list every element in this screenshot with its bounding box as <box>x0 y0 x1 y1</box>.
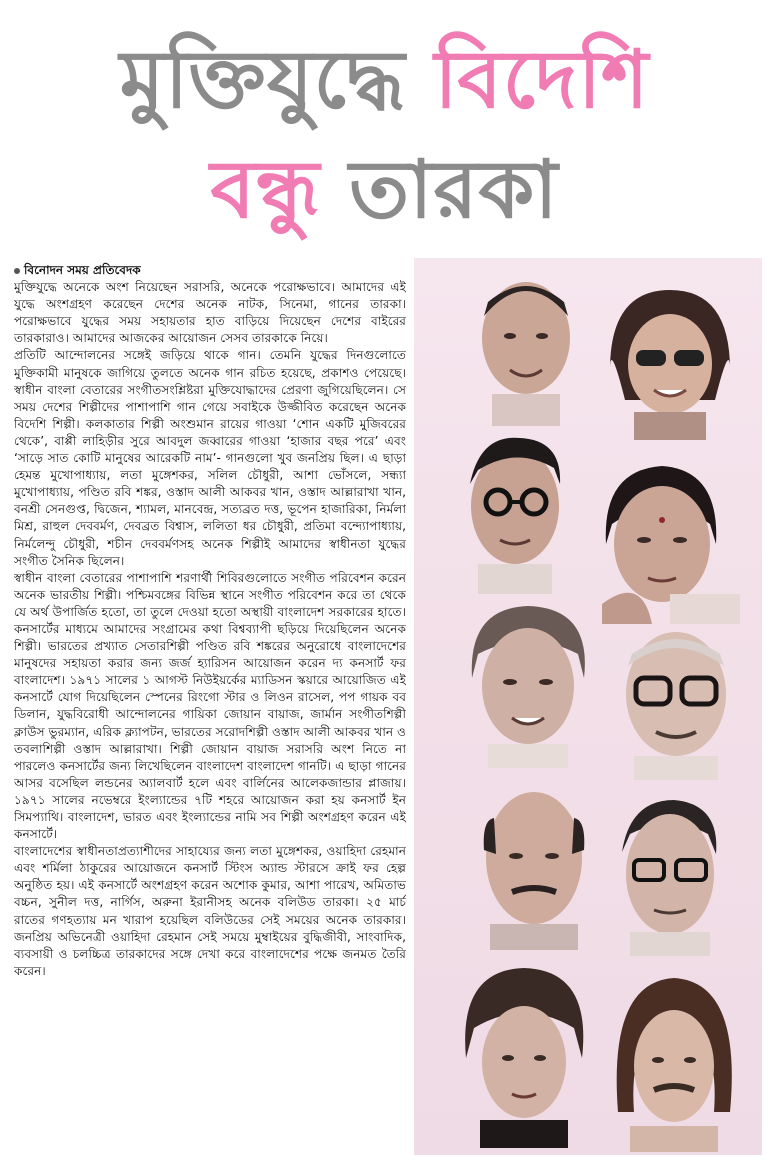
byline-text: বিনোদন সময় প্রতিবেদক <box>24 263 141 277</box>
article-paragraph: প্রতিটি আন্দোলনের সঙ্গেই জড়িয়ে থাকে গান। তেমনি যুদ্ধের দিনগুলোতে মুক্তিকামী মানুষকে জাগিয়ে তুলতে অনেক গান রচিত হয়েছে, প্রকাশও পেয়েছে। স্বাধীন বাংলা বেতারের সংগীতসংশ্লিষ্টরা মুক্তিযোদ্ধাদের প্রেরণা জুগিয়েছিলেন। সে সময় দেশের শিল্পীদের পাশাপাশি গান গেয়ে সবাইকে উজ্জীবিত করেছেন অনেক বিদেশি শিল্পী। কলকাতার শিল্পী অংশুমান রায়ের গাওয়া ‘শোন একটি মুজিবরের থেকে’, বাপ্পী লাহিড়ীর সুরে আবদুল জব্বারের গাওয়া ‘হাজার বছর পরে’ এবং ‘সাড়ে সাত কোটি মানুষের আরেকটি নাম’- গানগুলো খুব জনপ্রিয় ছিল। এ ছাড়া হেমন্ত মুখোপাধ্যায়, লতা মুঙ্গেশকর, সলিল চৌধুরী, আশা ভোঁসলে, সন্ধ্যা মুখোপাধ্যায়, পণ্ডিত রবি শঙ্কর, ওস্তাদ আলী আকবর খান, ওস্তাদ আল্লারাখা খান, বনশ্রী সেনগুপ্ত, দ্বিজেন, শ্যামল, মানবেন্দ্র, সত্যব্রত দত্ত, ভূপেন হাজারিকা, নির্মলা মিশ্র, রাহুল দেববর্মণ, দেবব্রত বিশ্বাস, ললিতা ধর চৌধুরী, প্রতিমা বন্দ্যোপাধ্যায়, নির্মলেন্দু চৌধুরী, শচীন দেববর্মণসহ অনেক শিল্পীই আমাদের স্বাধীনতা যুদ্ধের সংগীত সৈনিক ছিলেন। <box>14 348 406 568</box>
article-body <box>14 262 406 1155</box>
headline-word-gray-1: মুক্তিযুদ্ধে <box>119 33 406 126</box>
portrait-old-man-glasses-image <box>604 610 748 780</box>
byline <box>14 262 406 279</box>
portrait-man-sunglasses-image <box>600 280 740 440</box>
headline-line-1 <box>0 30 769 130</box>
headline <box>0 0 769 250</box>
headline-line-2 <box>0 140 769 240</box>
headline-word-gray-2: তারকা <box>349 143 559 236</box>
headline-word-pink-1: বিদেশি <box>434 33 650 126</box>
photo-collage <box>414 258 762 1155</box>
portrait-bald-man-image <box>464 770 604 950</box>
bullet-icon <box>14 268 20 274</box>
portrait-man-smiling-image <box>462 266 590 426</box>
headline-word-pink-2: বন্ধু <box>210 143 321 236</box>
portrait-man-curly-hair-image <box>458 598 598 768</box>
article-paragraph: স্বাধীন বাংলা বেতারের পাশাপাশি শরণার্থী শিবিরগুলোতে সংগীত পরিবেশন করেন অনেক ভারতীয় শিল্পী। পশ্চিমবঙ্গের বিভিন্ন স্থানে সংগীত পরিবেশন করে তা থেকে যে অর্থ উপার্জিত হতো, তা তুলে দেওয়া হতো অস্থায়ী বাংলাদেশ সরকারের হাতে। কনসার্টের মাধ্যমে আমাদের সংগ্রামের কথা বিশ্বব্যাপী ছড়িয়ে দিয়েছিলেন অনেক শিল্পী। ভারতের প্রখ্যাত সেতারশিল্পী পণ্ডিত রবি শঙ্করের অনুরোধে বাংলাদেশের মানুষদের সহায়তা করার জন্য জর্জ হ্যারিসন আয়োজন করেন দ্য কনসার্ট ফর বাংলাদেশ। ১৯৭১ সালের ১ আগস্ট নিউইয়র্কের ম্যাডিসন স্কয়ারে আয়োজিত এই কনসার্টে যোগ দিয়েছিলেন স্পেনের রিংগো স্টার ও লিওন রাসেল, পপ গায়ক বব ডিলান, যুদ্ধবিরোধী আন্দোলনের গায়িকা জোয়ান বায়াজ, জার্মান সংগীতশিল্পী ক্লাউস ভুরম্যান, এরিক ক্ল্যাপটন, ভারতের সরোদশিল্পী ওস্তাদ আলী আকবর খান ও তবলাশিল্পী ওস্তাদ আল্লারাখা। শিল্পী জোয়ান বায়াজ সরাসরি অংশ নিতে না পারলেও কনসার্টের জন্য লিখেছিলেন বাংলাদেশ বাংলাদেশ গানটি। এ ছাড়া গানের আসর বসেছিল লন্ডনের অ্যালবার্ট হলে এবং বার্লিনের আলেকজান্ডার প্লাজায়। ১৯৭১ সালের নভেম্বরে ইংল্যান্ডের ৭টি শহরে আয়োজন করা হয় কনসার্ট ইন সিমপ্যাথি। বাংলাদেশ, ভারত এবং ইংল্যান্ডের নামি সব শিল্পী অংশগ্রহণ করেন এই কনসার্টে। <box>14 570 406 842</box>
portrait-man-glasses-image <box>450 424 580 594</box>
portrait-young-man-curly-image <box>454 958 594 1148</box>
article-paragraph: মুক্তিযুদ্ধে অনেকে অংশ নিয়েছেন সরাসরি, অনেকে পরোক্ষভাবে। আমাদের এই যুদ্ধে অংশগ্রহণ করেছেন দেশের অনেক নাটক, সিনেমা, গানের তারকা। পরোক্ষভাবে যুদ্ধের সময় সহায়তার হাত বাড়িয়ে দিয়েছেন দেশের বাইরের তারকারাও। আমাদের আজকের আয়োজন সেসব তারকাকে নিয়ে। <box>14 280 406 346</box>
article-paragraph: বাংলাদেশের স্বাধীনতাপ্রত্যাশীদের সাহায্যের জন্য লতা মুঙ্গেশকর, ওয়াহিদা রেহমান এবং শর্মিলা ঠাকুরের আয়োজনে কনসার্ট স্টিংস অ্যান্ড স্টারসে ক্রাই ফর হেল্প অনুষ্ঠিত হয়। এই কনসার্টে অংশগ্রহণ করেন অশোক কুমার, আশা পারেখ, অমিতাভ বচ্চন, সুনীল দত্ত, নার্গিস, অরুনা ইরানীসহ অনেক বলিউড তারকা। ২৫ মার্চ রাতের গণহত্যায় মন খারাপ হয়েছিল বলিউডের সেই সময়ের অনেক তারকার। জনপ্রিয় অভিনেত্রী ওয়াহিদা রেহমান সেই সময়ে মুম্বাইয়ের বুদ্ধিজীবী, সাংবাদিক, ব্যবসায়ী ও চলচ্চিত্র তারকাদের সঙ্গে দেখা করে বাংলাদেশের পক্ষে জনমত তৈরি করেন। <box>14 844 406 978</box>
portrait-man-long-hair-image <box>602 962 746 1152</box>
portrait-man-glasses-2-image <box>600 786 740 956</box>
portrait-woman-image <box>582 454 740 624</box>
